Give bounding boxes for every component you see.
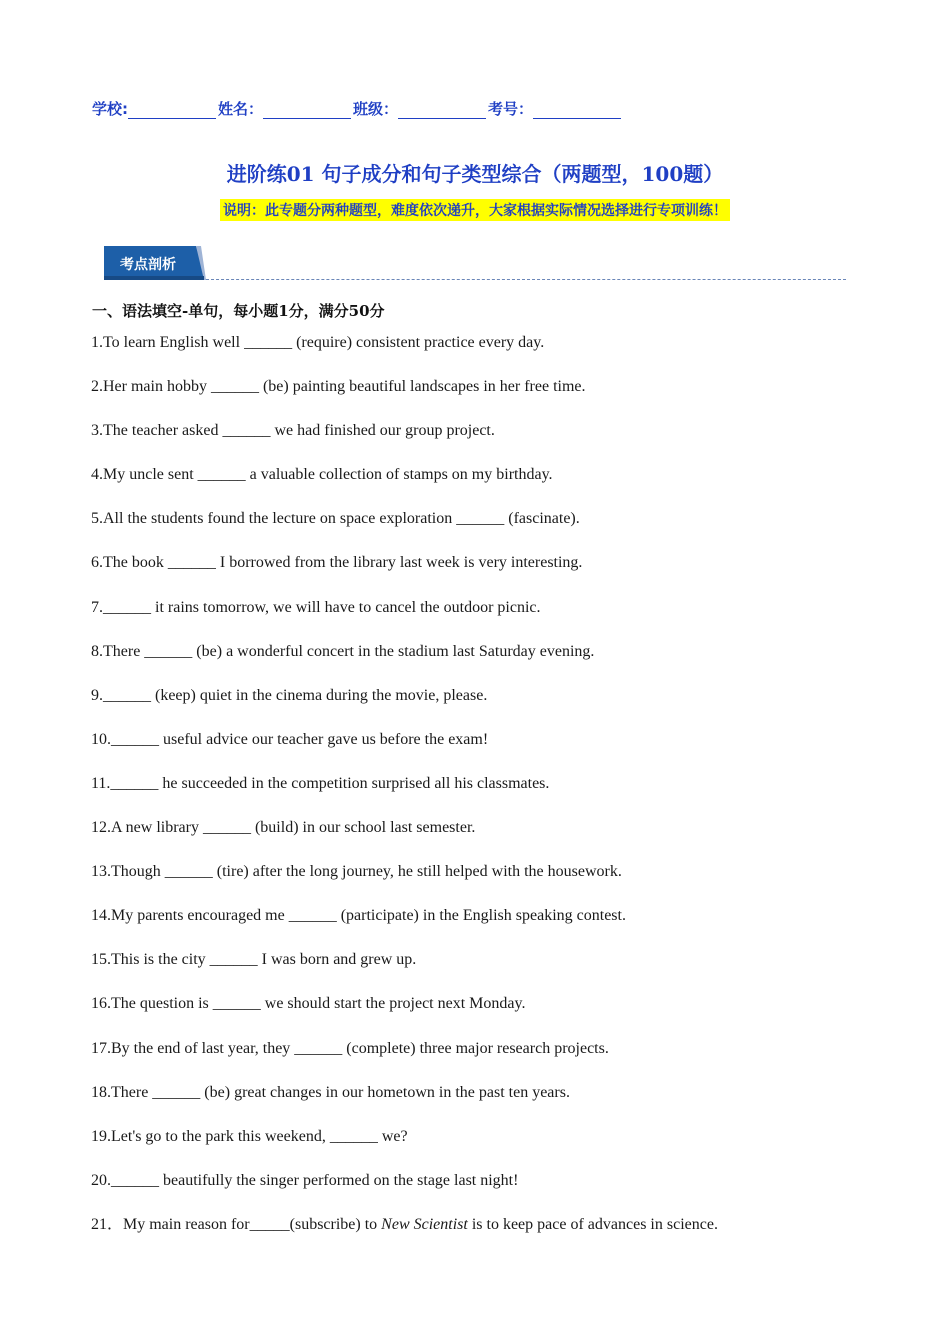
- question-item: 12.A new library ______ (build) in our school last semester.: [91, 819, 476, 837]
- class-blank[interactable]: [398, 104, 486, 119]
- question-item: 14.My parents encouraged me ______ (participate) in the English speaking contest.: [91, 907, 626, 925]
- section-tab-label: 考点剖析: [120, 257, 176, 273]
- class-label: 班级：: [353, 100, 399, 118]
- name-label: 姓名：: [218, 100, 264, 118]
- question-21-suffix: is to keep pace of advances in science.: [467, 1215, 718, 1233]
- part-heading: 一、语法填空-单句，每小题1分，满分50分: [92, 302, 385, 320]
- number-label: 考号：: [488, 100, 534, 118]
- question-item: 4.My uncle sent ______ a valuable collection of stamps on my birthday.: [91, 466, 553, 484]
- student-info-fields: [92, 98, 623, 119]
- question-item: 2.Her main hobby ______ (be) painting beautiful landscapes in her free time.: [91, 378, 586, 396]
- question-item: 16.The question is ______ we should start the project next Monday.: [91, 995, 526, 1013]
- name-field[interactable]: [218, 98, 353, 119]
- section-divider: [206, 279, 846, 280]
- question-item: 5.All the students found the lecture on space exploration ______ (fascinate).: [91, 510, 580, 528]
- school-field[interactable]: [92, 98, 218, 119]
- question-item: 18.There ______ (be) great changes in our hometown in the past ten years.: [91, 1083, 570, 1101]
- question-item: 11.______ he succeeded in the competition surprised all his classmates.: [91, 774, 550, 792]
- question-item: 13.Though ______ (tire) after the long journey, he still helped with the housework.: [91, 863, 622, 881]
- instruction-note-text: 说明：此专题分两种题型，难度依次递升，大家根据实际情况选择进行专项训练！: [220, 199, 730, 221]
- number-blank[interactable]: [533, 104, 621, 119]
- question-item: 15.This is the city ______ I was born and grew up.: [91, 951, 417, 969]
- question-item: 17.By the end of last year, they ______ (complete) three major research projects.: [91, 1039, 609, 1057]
- name-blank[interactable]: [263, 104, 351, 119]
- instruction-note: [0, 199, 950, 221]
- class-field[interactable]: [353, 98, 488, 119]
- number-field[interactable]: [488, 98, 623, 119]
- section-tab: [104, 246, 206, 280]
- question-item: 19.Let's go to the park this weekend, ______ we?: [91, 1127, 408, 1145]
- question-item: 3.The teacher asked ______ we had finished our group project.: [91, 422, 495, 440]
- question-list: [91, 331, 871, 1257]
- question-item: 9.______ (keep) quiet in the cinema during the movie, please.: [91, 686, 488, 704]
- question-item: 6.The book ______ I borrowed from the library last week is very interesting.: [91, 554, 583, 572]
- question-item: 1.To learn English well ______ (require) consistent practice every day.: [91, 334, 545, 351]
- question-21-italic: New Scientist: [381, 1215, 468, 1233]
- school-label: 学校:: [92, 100, 128, 118]
- page-title: 进阶练01 句子成分和句子类型综合（两题型，100题）: [226, 162, 724, 186]
- question-item-21: [91, 1213, 871, 1257]
- question-item: 10.______ useful advice our teacher gave us before the exam!: [91, 730, 489, 748]
- question-item: 20.______ beautifully the singer performed on the stage last night!: [91, 1171, 519, 1189]
- question-item: 7.______ it rains tomorrow, we will have to cancel the outdoor picnic.: [91, 598, 541, 616]
- question-21-prefix: 21．My main reason for_____(subscribe) to: [91, 1215, 382, 1233]
- school-blank[interactable]: [128, 104, 216, 119]
- question-item: 8.There ______ (be) a wonderful concert in the stadium last Saturday evening.: [91, 642, 595, 660]
